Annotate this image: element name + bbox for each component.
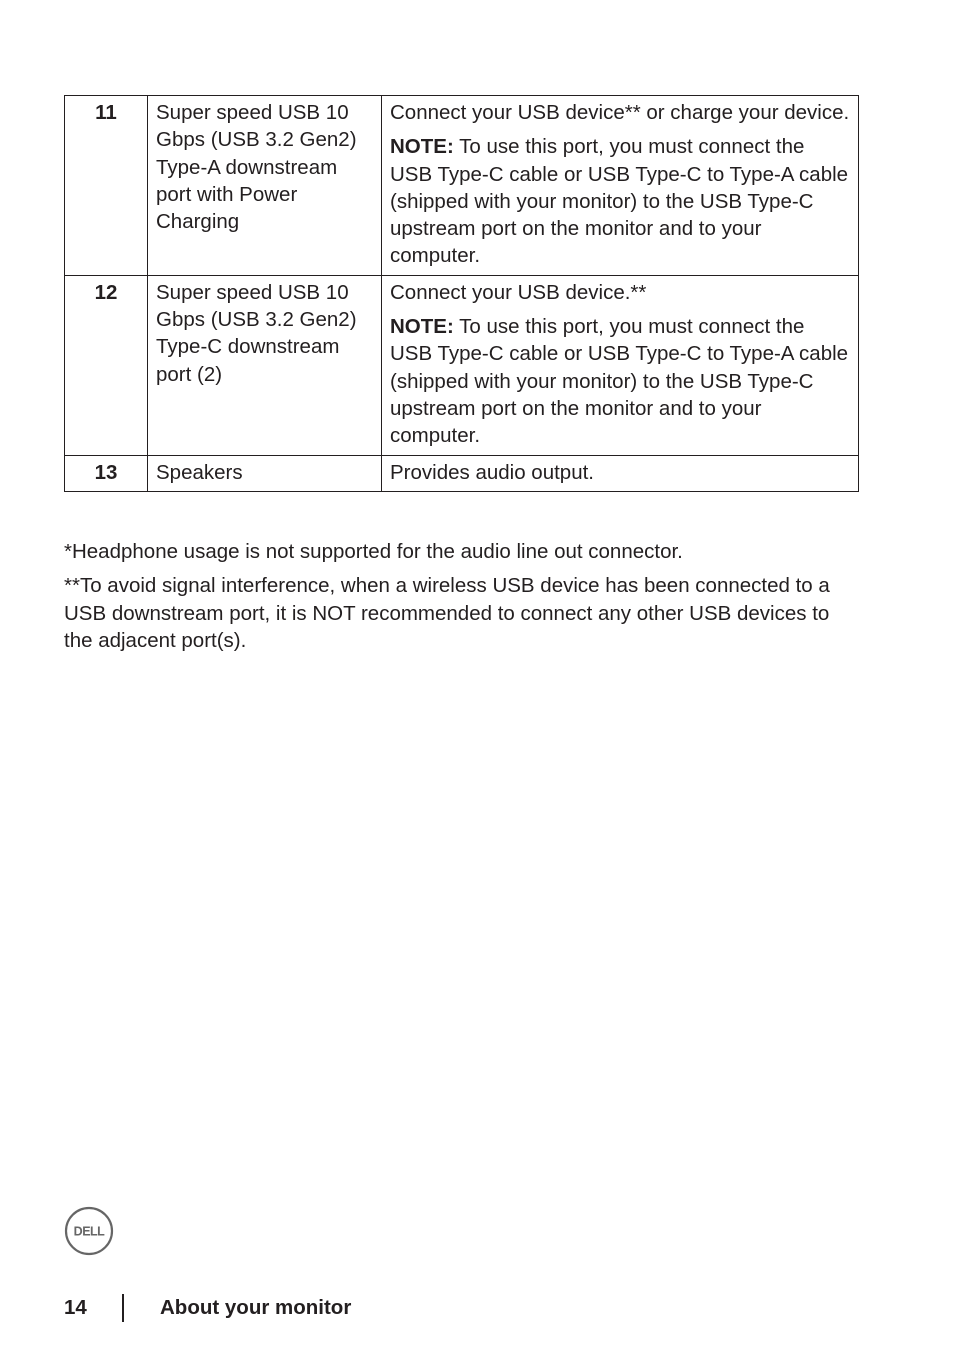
note-text: To use this port, you must connect the USB Type-C cable or USB Type-C to Type-A cable (shipped with your monitor) to the USB Type-C upstream port on the monitor and to your computer. bbox=[390, 135, 849, 268]
port-name: Super speed USB 10 Gbps (USB 3.2 Gen2) Type-A downstream port with Power Charging bbox=[148, 96, 382, 276]
port-name: Speakers bbox=[148, 455, 382, 491]
description-text: Connect your USB device** or charge your device. bbox=[390, 101, 850, 124]
port-name: Super speed USB 10 Gbps (USB 3.2 Gen2) Type-C downstream port (2) bbox=[148, 275, 382, 455]
description-text: Provides audio output. bbox=[390, 460, 594, 484]
table-row bbox=[65, 275, 859, 455]
section-title: About your monitor bbox=[160, 1296, 352, 1319]
page-number: 14 bbox=[64, 1296, 87, 1319]
dell-logo-icon bbox=[64, 1206, 114, 1256]
port-number: 12 bbox=[65, 275, 148, 455]
note-paragraph bbox=[390, 313, 850, 449]
table-row bbox=[65, 96, 859, 276]
footnote-headphone: *Headphone usage is not supported for the audio line out connector. bbox=[64, 540, 683, 563]
table-row bbox=[65, 455, 859, 491]
port-description bbox=[382, 455, 859, 491]
note-label: NOTE: bbox=[390, 315, 454, 339]
port-number: 13 bbox=[65, 455, 148, 491]
note-label: NOTE: bbox=[390, 135, 454, 159]
note-text: To use this port, you must connect the USB Type-C cable or USB Type-C to Type-A cable (shipped with your monitor) to the USB Type-C upstream port on the monitor and to your computer. bbox=[390, 315, 849, 448]
port-description bbox=[382, 275, 859, 455]
svg-text:DELL: DELL bbox=[73, 1224, 105, 1239]
footnote-interference: **To avoid signal interference, when a wireless USB device has been connected to a USB downstream port, it is NOT recommended to connect any other USB devices to the adjacent port(s). bbox=[64, 574, 830, 652]
description-text: Connect your USB device.** bbox=[390, 280, 647, 304]
port-description bbox=[382, 96, 859, 276]
footnotes bbox=[64, 538, 859, 661]
port-number: 11 bbox=[65, 96, 148, 276]
footer-divider bbox=[122, 1294, 124, 1322]
ports-table bbox=[64, 95, 859, 492]
note-paragraph bbox=[390, 133, 850, 269]
